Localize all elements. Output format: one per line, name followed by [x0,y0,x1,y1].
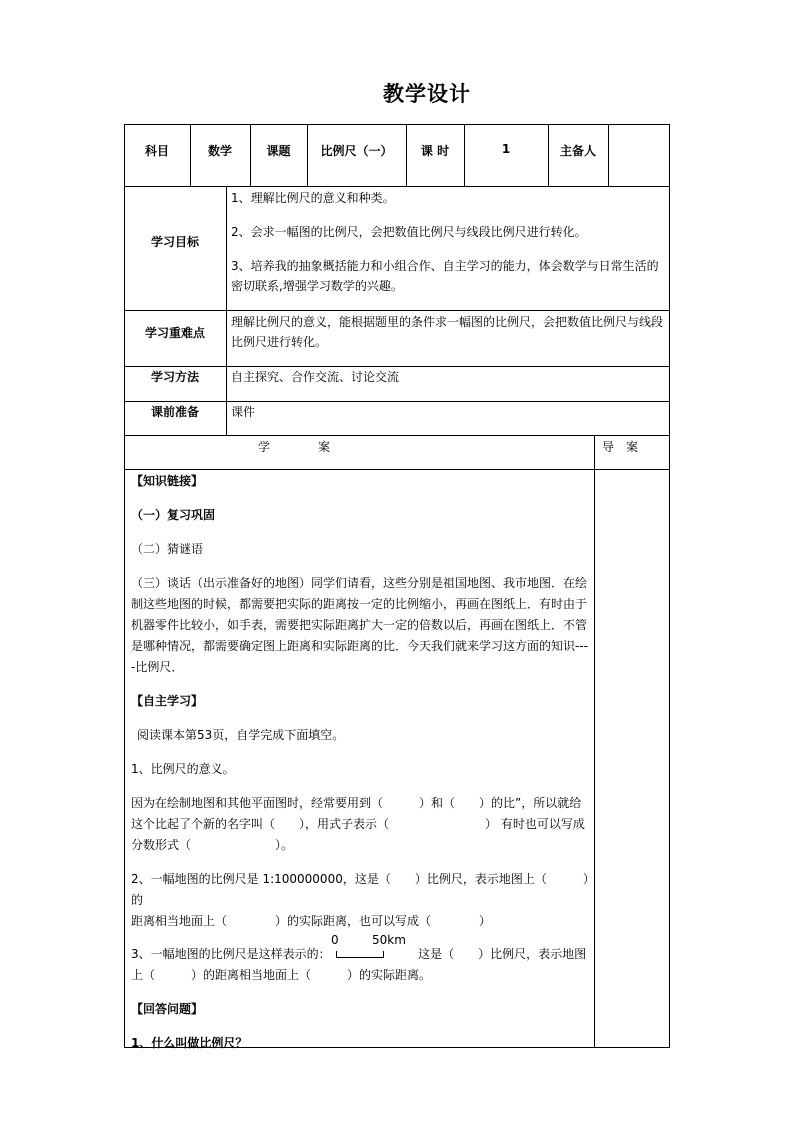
subject-label: 科目 [144,144,169,158]
question-text: 上（ ）的距离相当地面上（ ）的实际距离。 [131,968,432,982]
topic-label: 课题 [266,144,291,158]
row-divider [124,469,670,470]
col-divider [594,435,595,1048]
learning-plan-header: 学 案 [257,440,330,454]
row-divider [124,186,670,187]
col-divider [608,124,609,186]
section-heading: 【知识链接】 [131,474,204,488]
row-divider [124,435,670,436]
preparation-text: 课件 [231,405,256,419]
objective-item: 3、培养我的抽象概括能力和小组合作、自主学习的能力，体会数学与日常生活的密切联系,增强学习数学的兴趣。 [231,259,659,293]
section-heading: 【回答问题】 [131,1002,204,1016]
scale-bar-labels [131,932,589,948]
line-scale-bar [336,951,384,958]
col-divider [226,186,227,435]
objectives-label: 学习目标 [150,235,199,249]
subsection-heading: （二）猜谜语 [131,542,204,556]
row-divider [124,310,670,311]
methods-label: 学习方法 [150,370,199,384]
question-part: 这是（ ）比例尺，表示地图 [418,947,587,961]
period-value: 1 [501,142,511,156]
scale-end-label: 50km [372,933,406,947]
objective-item: 1、理解比例尺的意义和种类。 [231,191,395,205]
question-title: 1、比例尺的意义。 [131,762,235,776]
learning-content [131,471,589,1054]
section-heading: 【自主学习】 [131,694,204,708]
subsection-heading: （一）复习巩固 [131,508,216,522]
question-text: 2、一幅地图的比例尺是 1:100000000，这是（ ）比例尺，表示地图上（ ）的 [131,872,589,907]
methods-text: 自主探究、合作交流、讨论交流 [231,370,400,384]
question-part: 3、一幅地图的比例尺是这样表示的： [131,947,331,961]
key-points-text: 理解比例尺的意义，能根据题里的条件求一幅图的比例尺，会把数值比例尺与线段比例尺进行转化。 [231,315,664,349]
answer-question: 1、什么叫做比例尺？ [131,1036,248,1050]
preparer-label: 主备人 [559,144,596,158]
read-task: 阅读课本第53页，自学完成下面填空。 [137,728,345,742]
subject-value: 数学 [207,144,232,158]
scale-zero-label: 0 [331,933,339,947]
objective-item: 2、会求一幅图的比例尺，会把数值比例尺与线段比例尺进行转化。 [231,225,587,239]
page-title: 教学设计 [383,82,471,106]
preparation-label: 课前准备 [150,405,199,419]
question-text: 因为在绘制地图和其他平面图时，经常要用到（ ）和（ ）的比”，所以就给这个比起了个新的名字叫（ ），用式子表示（ ） 有时也可以写成分数形式（ ）。 [131,796,585,852]
key-points-label: 学习重难点 [144,326,205,340]
intro-paragraph: （三）谈话（出示准备好的地图）同学们请看，这些分别是祖国地图、我市地图．在绘制这些地图的时候，都需要把实际的距离按一定的比例缩小，再画在图纸上．有时由于机器零件比较小，如手表，需要把实际距离扩大一定的倍数以后，再画在图纸上．不管是哪种情况，都需要确定图上距离和实际距离的比．今天我们就来学习这方面的知识----比例尺． [131,576,588,674]
topic-value: 比例尺（一） [320,144,393,158]
question-text: 距离相当地面上（ ）的实际距离，也可以写成（ ） [131,914,492,928]
guide-plan-header: 导 案 [601,440,638,454]
period-label: 课 时 [420,144,450,158]
